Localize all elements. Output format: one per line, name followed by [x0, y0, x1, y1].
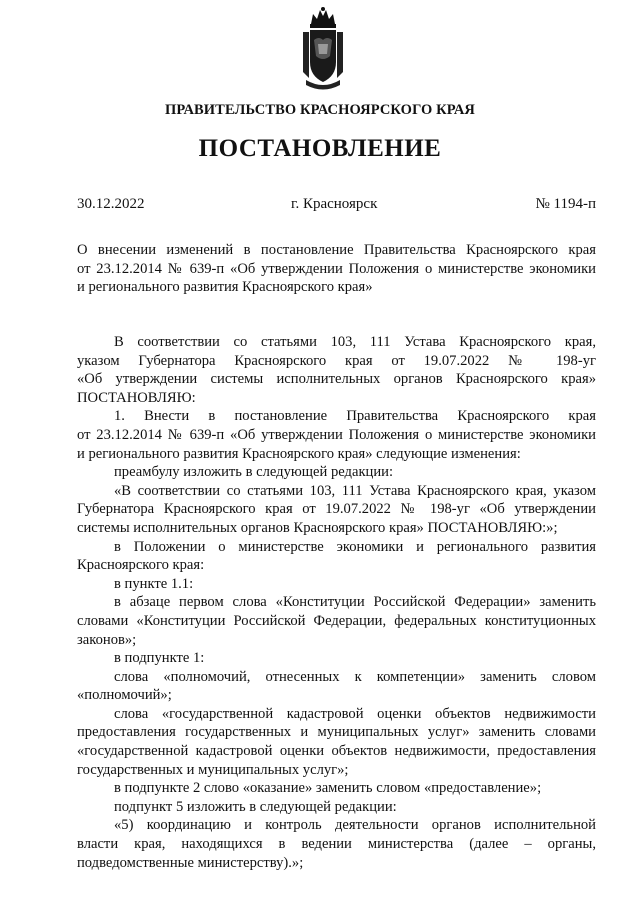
subject-line: О внесении изменений в постановление Правительства Красноярского края	[77, 242, 596, 258]
body-line: от 23.12.2014 № 639-п «Об утверждении Положения о министерстве экономики	[77, 426, 596, 443]
body-line: в абзаце первом слова «Конституции Российской Федерации» заменить	[114, 594, 596, 611]
body-line: подведомственные министерству).»;	[77, 854, 304, 871]
body-line: слова «государственной кадастровой оценки объектов недвижимости	[114, 705, 596, 722]
body-line: Губернатора Красноярского края от 19.07.2022 № 198-уг «Об утверждении	[77, 501, 596, 518]
body-line: «государственной кадастровой оценки объектов недвижимости, предоставления	[77, 743, 596, 760]
body-line: «В соответствии со статьями 103, 111 Устава Красноярского края, указом	[114, 482, 596, 499]
body-line: слова «полномочий, отнесенных к компетенции» заменить словом	[114, 668, 596, 685]
coat-of-arms-icon	[300, 6, 346, 92]
body-line: предоставления государственных и муниципальных услуг» заменить словами	[77, 724, 596, 741]
document-number: № 1194-п	[535, 196, 596, 212]
document-city: г. Красноярск	[291, 196, 378, 212]
document-date: 30.12.2022	[77, 196, 145, 212]
body-line: «Об утверждении системы исполнительных органов Красноярского края»	[77, 371, 596, 388]
subject-line: и регионального развития Красноярского края»	[77, 279, 373, 296]
body-line: подпункт 5 изложить в следующей редакции:	[114, 798, 397, 815]
body-line: Красноярского края:	[77, 557, 205, 574]
body-line: в подпункте 1:	[114, 650, 205, 667]
body-line: системы исполнительных органов Красноярского края» ПОСТАНОВЛЯЮ:»;	[77, 519, 558, 536]
body-line: в подпункте 2 слово «оказание» заменить словом «предоставление»;	[114, 780, 542, 797]
body-line: государственных и муниципальных услуг»;	[77, 761, 349, 778]
body-line: указом Губернатора Красноярского края от 19.07.2022 № 198-уг	[77, 352, 596, 369]
subject-line: от 23.12.2014 № 639-п «Об утверждении Положения о министерстве экономики	[77, 260, 596, 277]
document-meta	[77, 196, 596, 213]
body-line: преамбулу изложить в следующей редакции:	[114, 464, 394, 481]
document-body	[77, 333, 596, 872]
document-type: ПОСТАНОВЛЕНИЕ	[198, 135, 442, 162]
document-subject	[77, 241, 596, 297]
body-line: в Положении о министерстве экономики и регионального развития	[114, 538, 596, 555]
body-line: и регионального развития Красноярского края» следующие изменения:	[77, 445, 521, 462]
body-line: власти края, находящихся в ведении министерства (далее – органы,	[77, 836, 596, 853]
body-line: ПОСТАНОВЛЯЮ:	[77, 389, 196, 406]
body-line: 1. Внести в постановление Правительства Красноярского края	[114, 408, 596, 425]
body-line: «5) координацию и контроль деятельности органов исполнительной	[114, 817, 596, 834]
body-line: законов»;	[77, 631, 137, 648]
body-line: В соответствии со статьями 103, 111 Устава Красноярского края,	[114, 334, 596, 350]
body-line: «полномочий»;	[77, 687, 172, 704]
body-line: в пункте 1.1:	[114, 575, 194, 592]
government-name: ПРАВИТЕЛЬСТВО КРАСНОЯРСКОГО КРАЯ	[164, 102, 475, 118]
body-line: словами «Конституции Российской Федерации, федеральных конституционных	[77, 612, 596, 629]
